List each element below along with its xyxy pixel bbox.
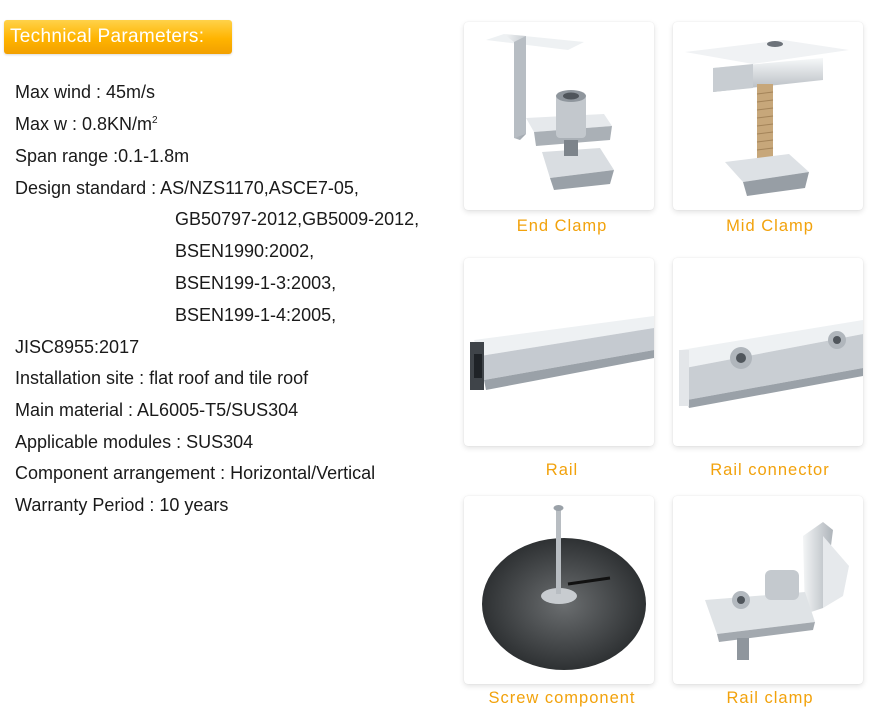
product-label-rail: Rail: [545, 461, 579, 479]
param-max-wind: Max wind : 45m/s: [15, 82, 156, 102]
product-card-rail: [464, 258, 654, 446]
product-card-rail-connector: [673, 258, 863, 446]
product-label-rail-clamp: Rail clamp: [726, 689, 814, 707]
param-warranty-period: Warranty Period : 10 years: [15, 495, 229, 515]
param-design-standard-line-5: BSEN199-1-4:2005,: [175, 305, 337, 325]
product-card-mid-clamp: [673, 22, 863, 210]
section-title: Technical Parameters:: [10, 26, 205, 47]
product-card-end-clamp: [464, 22, 654, 210]
param-span-range: Span range :0.1-1.8m: [15, 146, 190, 166]
param-component-arrangement: Component arrangement : Horizontal/Vertical: [15, 463, 376, 483]
product-label-end-clamp: End Clamp: [516, 217, 608, 235]
end-clamp-icon: [464, 22, 654, 210]
param-design-standard: Design standard : AS/NZS1170,ASCE7-05,: [15, 178, 359, 198]
param-max-w: [15, 113, 158, 135]
section-badge: [4, 20, 232, 54]
rail-connector-icon: [673, 258, 863, 446]
param-design-standard-line-3: BSEN1990:2002,: [175, 241, 315, 261]
product-card-rail-clamp: [673, 496, 863, 684]
param-max-w-text: Max w : 0.8KN/m: [15, 114, 153, 134]
rail-icon: [464, 258, 654, 446]
param-applicable-modules: Applicable modules : SUS304: [15, 432, 254, 452]
param-design-standard-line-2: GB50797-2012,GB5009-2012,: [175, 209, 420, 229]
product-card-screw-component: [464, 496, 654, 684]
product-label-mid-clamp: Mid Clamp: [726, 217, 814, 235]
param-installation-site: Installation site : flat roof and tile roof: [15, 368, 309, 388]
product-label-screw-component: Screw component: [488, 689, 636, 707]
product-label-rail-connector: Rail connector: [710, 461, 830, 479]
param-design-standard-line-6: JISC8955:2017: [15, 337, 140, 357]
rail-clamp-icon: [673, 496, 863, 684]
screw-component-icon: [464, 496, 654, 684]
param-max-w-sup: 2: [152, 115, 158, 126]
mid-clamp-icon: [673, 22, 863, 210]
param-design-standard-line-4: BSEN199-1-3:2003,: [175, 273, 337, 293]
param-main-material: Main material : AL6005-T5/SUS304: [15, 400, 299, 420]
